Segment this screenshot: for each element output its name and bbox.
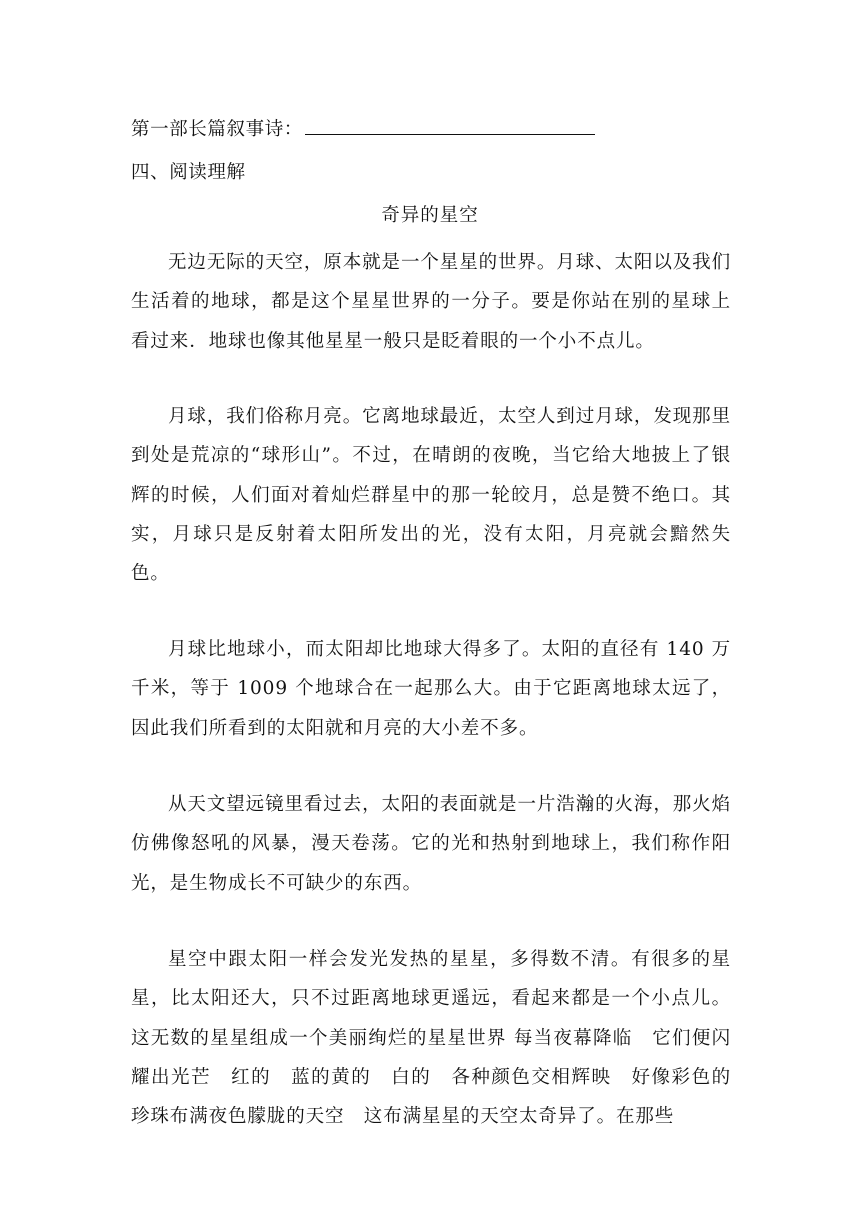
paragraph-5: 星空中跟太阳一样会发光发热的星星，多得数不清。有很多的星星，比太阳还大，只不过距离地球更遥远，看起来都是一个小点儿。这无数的星星组成一个美丽绚烂的星星世界 每当夜幕降临 它们便闪耀出光芒 红的 蓝的黄的 白的 各种颜色交相辉映 好像彩色的珍珠布满夜色朦胧的天空 这布满星星的天空太奇异了。在那些 (131, 949, 731, 1128)
answer-blank[interactable] (305, 118, 595, 135)
passage-title: 奇异的星空 (381, 205, 479, 226)
paragraph-2: 月球，我们俗称月亮。它离地球最近，太空人到过月球，发现那里到处是荒凉的“球形山”。不过，在晴朗的夜晚，当它给大地披上了银辉的时候，人们面对着灿烂群星中的那一轮皎月，总是赞不绝口。其实，月球只是反射着太阳所发出的光，没有太阳，月亮就会黯然失色。 (131, 406, 731, 585)
paragraph-1: 无边无际的天空，原本就是一个星星的世界。月球、太阳以及我们生活着的地球，都是这个星星世界的一分子。要是你站在别的星球上看过来．地球也像其他星星一般只是眨着眼的一个小不点儿。 (131, 252, 731, 352)
epic-question-label: 第一部长篇叙事诗： (131, 119, 303, 140)
epic-question (131, 117, 731, 143)
section-heading: 四、阅读理解 (131, 162, 246, 183)
paragraph-3: 月球比地球小，而太阳却比地球大得多了。太阳的直径有 140 万千米，等于 1009 个地球合在一起那么大。由于它距离地球太远了，因此我们所看到的太阳就和月亮的大小差不多。 (131, 639, 731, 739)
paragraph-4: 从天文望远镜里看过去，太阳的表面就是一片浩瀚的火海，那火焰仿佛像怒吼的风暴，漫天卷荡。它的光和热射到地球上，我们称作阳光，是生物成长不可缺少的东西。 (131, 794, 731, 894)
